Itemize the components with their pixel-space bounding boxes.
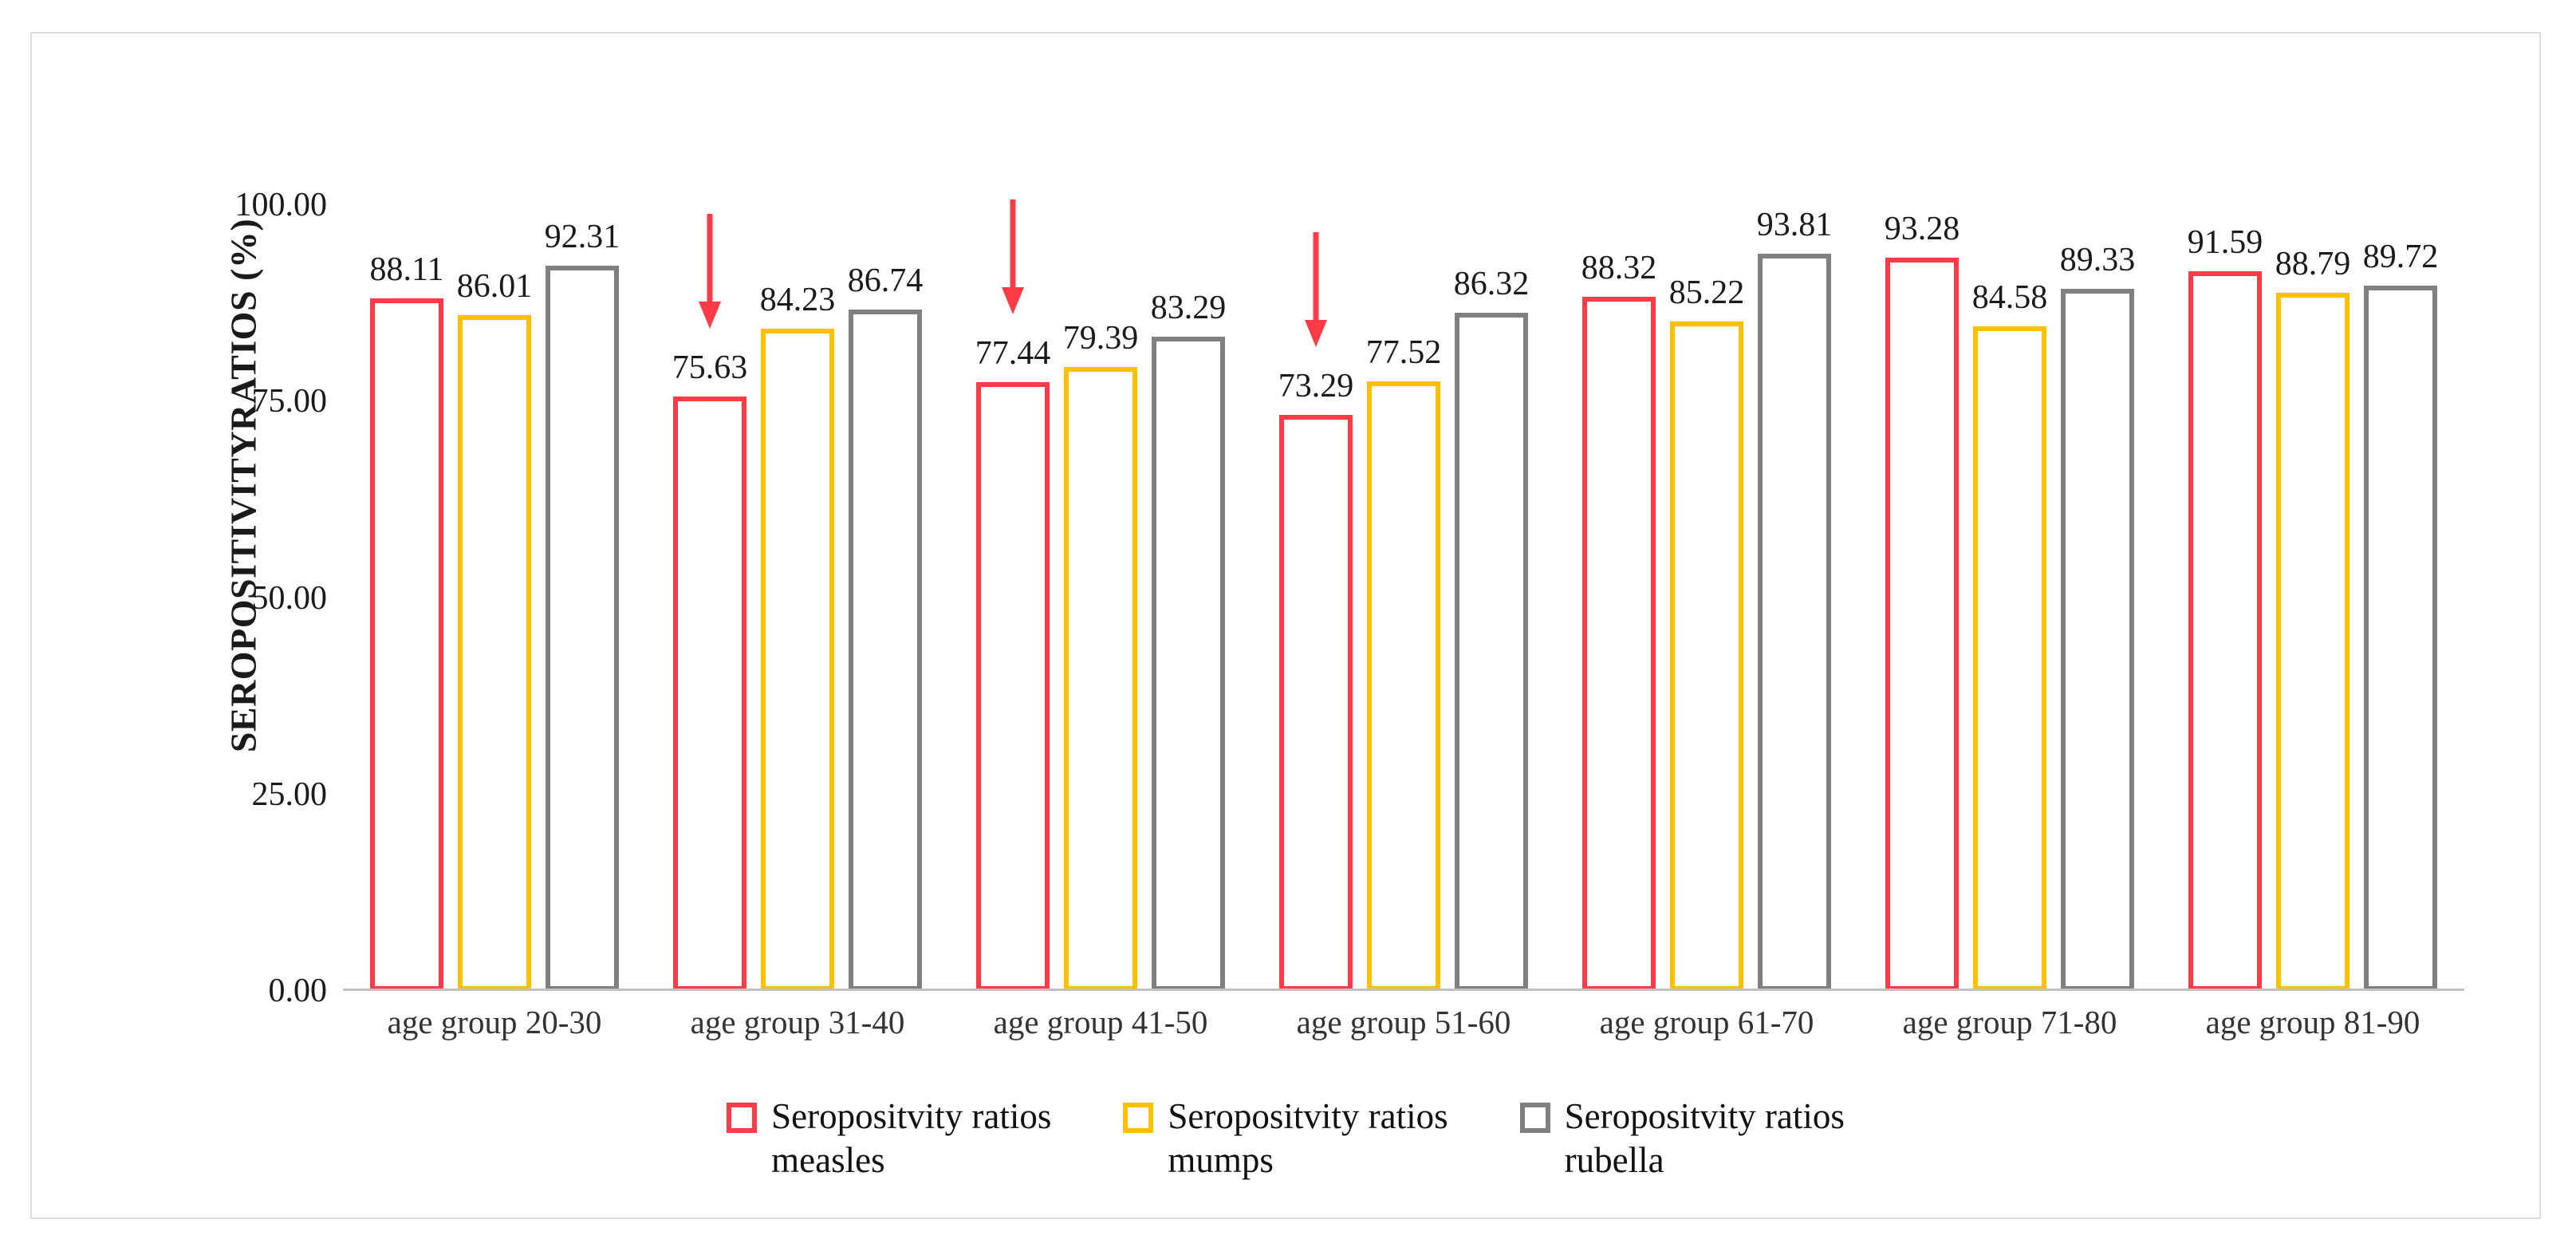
bar-value-label: 86.01: [456, 267, 533, 305]
bar-group: [343, 205, 646, 991]
bar-value-label: 92.31: [544, 218, 620, 255]
legend-item[interactable]: [727, 1095, 1051, 1182]
bar-value-label: 89.33: [2059, 242, 2136, 279]
y-axis-tick: 50.00: [251, 579, 327, 617]
bar-wrapper: [2364, 205, 2437, 991]
bar-wrapper: [1670, 205, 1743, 991]
legend-label: Seropositvity ratios measles: [771, 1096, 1052, 1180]
x-axis-line: [343, 989, 2464, 991]
bar-wrapper: [1582, 205, 1656, 991]
bar-value-label: 91.59: [2187, 223, 2263, 261]
bar-group: [1555, 205, 1858, 991]
x-axis-label: age group 71-80: [1902, 1004, 2117, 1040]
legend-label: Seropositvity ratios mumps: [1168, 1096, 1448, 1180]
bar-value-label: 75.63: [672, 349, 748, 387]
bar[interactable]: [849, 310, 922, 991]
y-axis-tick: 25.00: [251, 775, 327, 813]
bar-value-label: 86.32: [1453, 265, 1530, 302]
bar-group: [949, 205, 1252, 991]
bar[interactable]: [976, 382, 1050, 991]
y-axis-tick: 75.00: [251, 383, 327, 420]
bar[interactable]: [1455, 313, 1528, 991]
bar-group: [646, 205, 949, 991]
bar-wrapper: [2061, 205, 2134, 991]
chart-legend: [32, 1095, 2539, 1182]
bar-wrapper: [546, 205, 619, 991]
bar-wrapper: [1152, 205, 1225, 991]
bar-group: [1252, 205, 1555, 991]
bar[interactable]: [1152, 337, 1225, 991]
bar-wrapper: [370, 205, 443, 991]
bar-value-label: 77.52: [1365, 334, 1442, 372]
bar-wrapper: [761, 205, 834, 991]
bar[interactable]: [2276, 293, 2350, 991]
x-axis-label: age group 20-30: [387, 1004, 602, 1040]
legend-swatch-icon: [1520, 1103, 1550, 1133]
bar[interactable]: [1670, 322, 1743, 991]
bar[interactable]: [2364, 286, 2437, 991]
bar-wrapper: [1885, 205, 1959, 991]
y-axis-tick: 0.00: [268, 973, 327, 1009]
bar[interactable]: [458, 315, 531, 991]
legend-item[interactable]: [1123, 1095, 1448, 1182]
x-axis-label: age group 31-40: [690, 1004, 905, 1040]
bar[interactable]: [2188, 271, 2262, 991]
bar-value-label: 83.29: [1150, 289, 1227, 326]
bar[interactable]: [1367, 381, 1440, 991]
bar-wrapper: [1279, 205, 1353, 991]
legend-swatch-icon: [727, 1103, 757, 1133]
bar-wrapper: [2188, 205, 2262, 991]
x-axis-label: age group 41-50: [993, 1004, 1208, 1040]
bar-value-label: 77.44: [975, 335, 1051, 373]
bar-group: [2161, 205, 2464, 991]
bar-value-label: 93.28: [1884, 211, 1960, 248]
bar[interactable]: [1279, 415, 1353, 991]
y-axis-title: SEROPOSITIVITYRATIOS (%): [223, 218, 264, 753]
bar[interactable]: [761, 329, 834, 991]
bar-value-label: 85.22: [1668, 274, 1745, 311]
bar[interactable]: [1582, 297, 1656, 991]
bar-value-label: 84.23: [759, 282, 836, 319]
bar[interactable]: [1758, 254, 1831, 991]
bar[interactable]: [2061, 289, 2134, 991]
bar-value-label: 88.79: [2275, 246, 2351, 283]
bar-value-label: 84.58: [1971, 278, 2048, 316]
y-axis-tick: 100.00: [234, 187, 327, 223]
x-axis-label: age group 61-70: [1599, 1004, 1814, 1040]
bar-wrapper: [458, 205, 531, 991]
bar-wrapper: [1455, 205, 1528, 991]
chart-frame: [30, 32, 2541, 1219]
bar-group: [1858, 205, 2161, 991]
bar[interactable]: [546, 266, 619, 991]
bar-value-label: 93.81: [1756, 206, 1833, 243]
bar[interactable]: [673, 397, 746, 991]
bar[interactable]: [1885, 258, 1959, 991]
legend-swatch-icon: [1123, 1103, 1153, 1133]
bar-wrapper: [673, 205, 746, 991]
bar-wrapper: [2276, 205, 2350, 991]
bar-value-label: 73.29: [1278, 368, 1354, 405]
bar-wrapper: [849, 205, 922, 991]
legend-item[interactable]: [1520, 1095, 1845, 1182]
bar-groups: [343, 205, 2464, 991]
x-axis-labels: [343, 1003, 2464, 1041]
bar-wrapper: [1367, 205, 1440, 991]
x-axis-label: age group 51-60: [1296, 1004, 1511, 1040]
bar-value-label: 86.74: [847, 262, 924, 299]
bar-wrapper: [1758, 205, 1831, 991]
bar[interactable]: [370, 298, 443, 991]
bar-value-label: 88.32: [1581, 250, 1657, 287]
bar-value-label: 88.11: [369, 251, 444, 289]
bar[interactable]: [1973, 326, 2046, 991]
annotation-arrow-icon: [997, 196, 1029, 320]
legend-label: Seropositvity ratios rubella: [1564, 1096, 1845, 1180]
bar[interactable]: [1064, 367, 1137, 991]
bar-wrapper: [1973, 205, 2046, 991]
x-axis-label: age group 81-90: [2205, 1004, 2420, 1040]
bar-value-label: 89.72: [2362, 239, 2439, 276]
bar-value-label: 79.39: [1062, 320, 1139, 357]
